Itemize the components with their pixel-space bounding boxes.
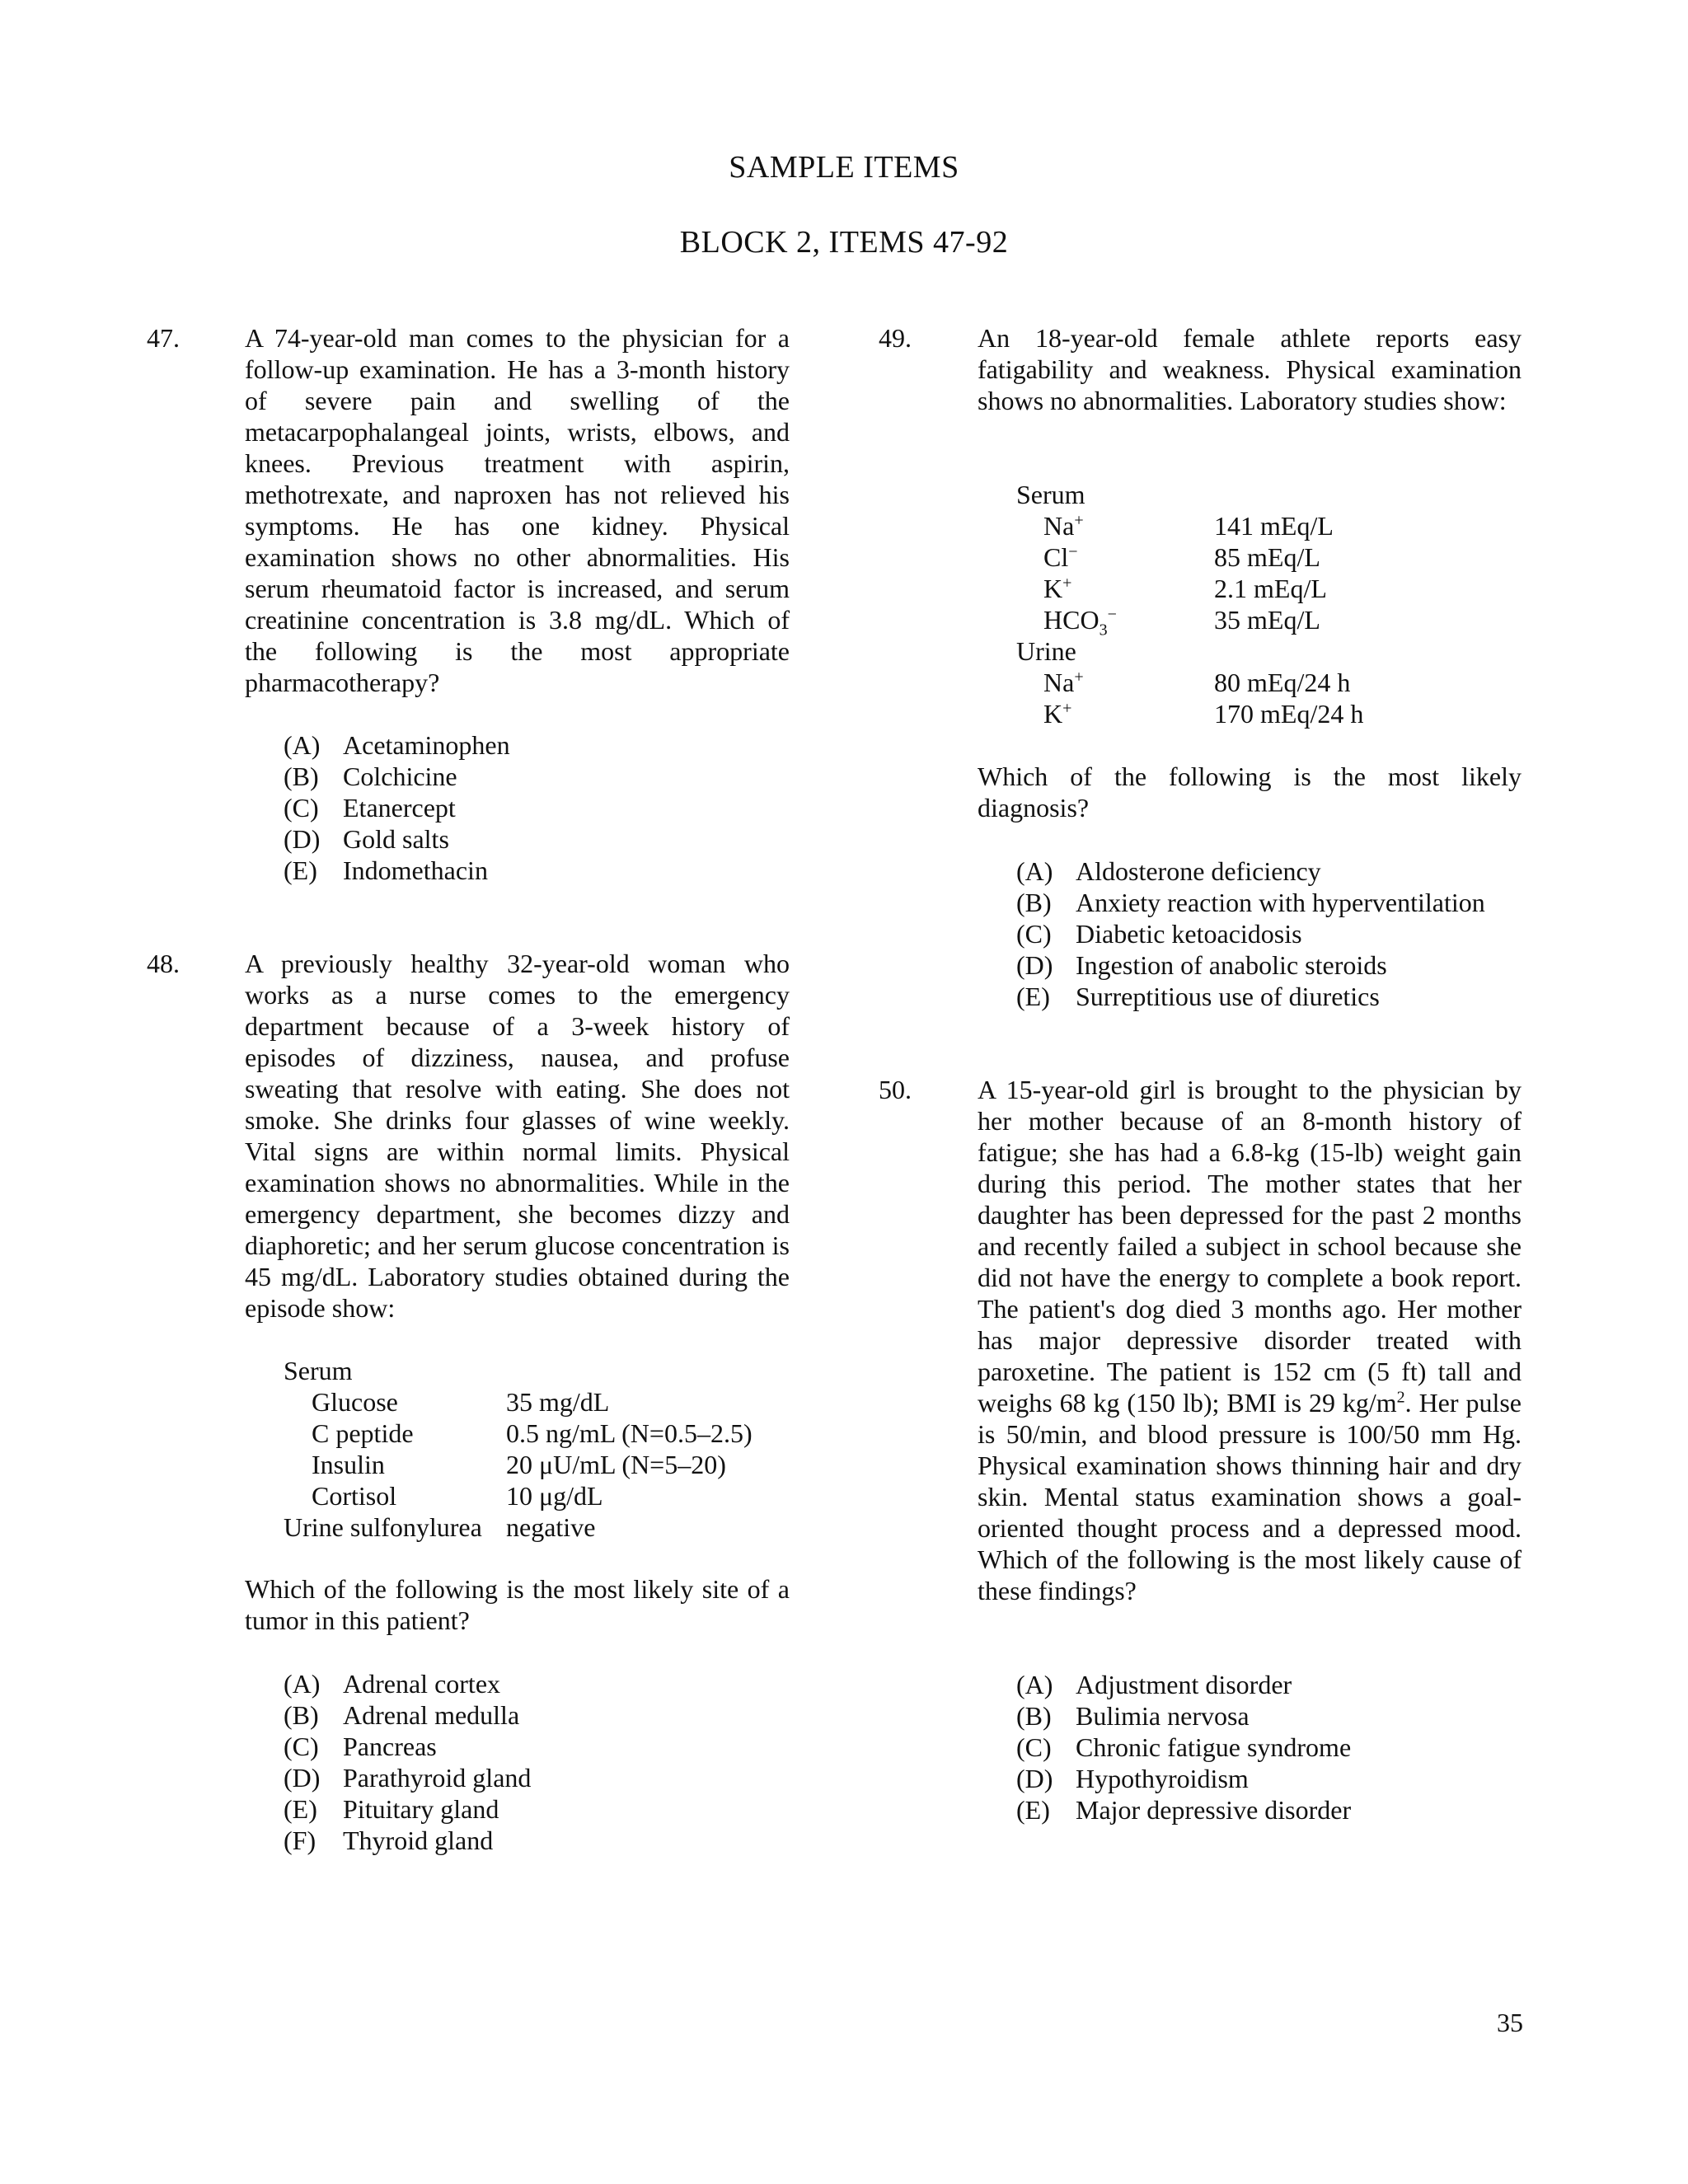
answer-option[interactable] (284, 1825, 531, 1856)
option-label: (B) (1016, 888, 1052, 917)
lab-name: Cl− (1043, 542, 1078, 572)
answer-option[interactable] (1016, 1794, 1351, 1825)
lab-value: 10 μg/dL (506, 1481, 603, 1511)
option-label: (C) (284, 793, 319, 823)
answer-option[interactable] (1016, 949, 1485, 981)
option-label: (E) (284, 855, 317, 885)
question-number: 50. (879, 1075, 912, 1104)
lab-name: Glucose (312, 1387, 398, 1417)
option-label: (B) (1016, 1701, 1052, 1731)
lab-name: K+ (1043, 699, 1072, 729)
answer-option[interactable] (1016, 1732, 1351, 1763)
option-label: (D) (1016, 950, 1053, 980)
answer-option[interactable] (1016, 855, 1485, 887)
option-text: Parathyroid gland (343, 1763, 532, 1793)
option-text: Adjustment disorder (1076, 1670, 1292, 1699)
option-text: Etanercept (343, 793, 456, 823)
option-label: (D) (284, 1763, 321, 1793)
lab-value: 20 μU/mL (N=5–20) (506, 1450, 726, 1479)
option-text: Pancreas (343, 1732, 437, 1761)
answer-option[interactable] (1016, 1763, 1351, 1794)
page-number: 35 (1497, 2008, 1523, 2037)
option-label: (B) (284, 1700, 319, 1730)
lab-results-table (1016, 479, 1428, 729)
option-label: (C) (1016, 919, 1052, 949)
option-label: (F) (284, 1825, 316, 1855)
lab-row (284, 1480, 778, 1511)
question-stem: An 18-year-old female athlete reports easy fatigability and weakness. Physical examination shows no abnormalities. Laboratory studies show: (978, 323, 1522, 415)
lab-row (1016, 667, 1428, 698)
lab-value: 141 mEq/L (1214, 511, 1334, 541)
option-text: Surreptitious use of diuretics (1076, 982, 1380, 1011)
answer-option[interactable] (284, 1699, 531, 1731)
lab-name: C peptide (312, 1418, 414, 1448)
option-label: (A) (284, 730, 321, 760)
option-label: (A) (284, 1669, 321, 1699)
question-number: 49. (879, 323, 912, 353)
lab-name: $HCO_3^-$ (1043, 605, 1117, 640)
lab-row (1016, 573, 1428, 604)
lab-row (1016, 541, 1428, 573)
answer-options (1016, 855, 1485, 1012)
option-label: (E) (284, 1794, 317, 1824)
option-text: Indomethacin (343, 855, 488, 885)
answer-option[interactable] (284, 1762, 531, 1793)
option-text: Anxiety reaction with hyperventilation (1076, 888, 1485, 917)
option-label: (B) (284, 762, 319, 791)
option-label: (E) (1016, 982, 1050, 1011)
answer-options (1016, 1669, 1351, 1825)
option-text: Thyroid gland (343, 1825, 494, 1855)
lab-row (1016, 510, 1428, 541)
lab-results-table (284, 1355, 778, 1543)
question-number: 47. (147, 323, 180, 353)
lab-value: negative (506, 1512, 596, 1542)
option-label: (D) (284, 824, 321, 854)
lab-section-heading: Urine (1016, 636, 1076, 666)
answer-option[interactable] (284, 823, 510, 855)
question-stem: A previously healthy 32-year-old woman who works as a nurse comes to the emergency department because of a 3-week history of episodes of dizziness, nausea, and profuse sweating that resolve with eating. She does not smoke. She drinks four glasses of wine weekly. Vital signs are within normal limits. Physical examination shows no abnormalities. While in the emergency department, she becomes dizzy and diaphoretic; and her serum glucose concentration is 45 mg/dL. Laboratory studies obtained during the episode show: (245, 949, 790, 1323)
question-number: 48. (147, 949, 180, 978)
question-stem: A 74-year-old man comes to the physician for a follow-up examination. He has a 3-month history of severe pain and swelling of the metacarpophalangeal joints, wrists, elbows, and knees. Previous treatment with aspirin, methotrexate, and naproxen has not relieved his symptoms. He has one kidney. Physical examination shows no other abnormalities. His serum rheumatoid factor is increased, and serum creatinine concentration is 3.8 mg/dL. Which of the following is the most appropriate pharmacotherapy? (245, 323, 790, 697)
option-text: Adrenal cortex (343, 1669, 501, 1699)
answer-option[interactable] (284, 1793, 531, 1825)
option-text: Pituitary gland (343, 1794, 499, 1824)
option-label: (C) (1016, 1732, 1052, 1762)
lab-name: Insulin (312, 1450, 385, 1479)
option-text: Chronic fatigue syndrome (1076, 1732, 1352, 1762)
lab-name: Na+ (1043, 668, 1084, 697)
option-text: Diabetic ketoacidosis (1076, 919, 1302, 949)
answer-option[interactable] (1016, 1669, 1351, 1700)
answer-options (284, 1668, 531, 1856)
option-label: (E) (1016, 1795, 1050, 1825)
lab-value: 35 mg/dL (506, 1387, 610, 1417)
answer-option[interactable] (284, 792, 510, 823)
option-text: Adrenal medulla (343, 1700, 520, 1730)
page-title: SAMPLE ITEMS (729, 150, 959, 185)
lab-section-heading: Serum (1016, 480, 1085, 509)
lab-name: K+ (1043, 574, 1072, 603)
option-label: (D) (1016, 1764, 1053, 1793)
lab-section-heading: Serum (284, 1356, 353, 1385)
lab-row (284, 1418, 778, 1449)
answer-option[interactable] (1016, 1700, 1351, 1732)
option-text: Gold salts (343, 824, 449, 854)
answer-option[interactable] (284, 1731, 531, 1762)
option-text: Major depressive disorder (1076, 1795, 1352, 1825)
option-text: Acetaminophen (343, 730, 510, 760)
answer-option[interactable] (1016, 918, 1485, 949)
lab-name: Na+ (1043, 511, 1084, 541)
answer-option[interactable] (284, 1668, 531, 1699)
lab-name: Cortisol (312, 1481, 397, 1511)
lab-value: 35 mEq/L (1214, 605, 1320, 635)
option-text: Colchicine (343, 762, 457, 791)
option-text: Ingestion of anabolic steroids (1076, 950, 1387, 980)
lab-value: 170 mEq/24 h (1214, 699, 1364, 729)
lab-row (1016, 604, 1428, 640)
lab-row (1016, 698, 1428, 729)
option-text: Aldosterone deficiency (1076, 856, 1321, 886)
lab-row (284, 1449, 778, 1480)
answer-option[interactable] (284, 761, 510, 792)
lab-value: 2.1 mEq/L (1214, 574, 1327, 603)
option-text: Hypothyroidism (1076, 1764, 1249, 1793)
lab-row (284, 1386, 778, 1418)
answer-option[interactable] (284, 729, 510, 761)
option-label: (A) (1016, 856, 1053, 886)
option-label: (C) (284, 1732, 319, 1761)
question-prompt: Which of the following is the most likely diagnosis? (978, 762, 1522, 823)
question-prompt: Which of the following is the most likely site of a tumor in this patient? (245, 1574, 790, 1635)
lab-value: 80 mEq/24 h (1214, 668, 1351, 697)
option-text: Bulimia nervosa (1076, 1701, 1250, 1731)
lab-value: 85 mEq/L (1214, 542, 1320, 572)
answer-option[interactable] (1016, 887, 1485, 918)
answer-option[interactable] (1016, 981, 1485, 1012)
lab-row (284, 1511, 778, 1543)
option-label: (A) (1016, 1670, 1053, 1699)
lab-value: 0.5 ng/mL (N=0.5–2.5) (506, 1418, 753, 1448)
lab-name: Urine sulfonylurea (284, 1512, 482, 1542)
answer-option[interactable] (284, 855, 510, 886)
question-stem: A 15-year-old girl is brought to the physician by her mother because of an 8-month history of fatigue; she has had a 6.8-kg (15-lb) weight gain during this period. The mother states that her daughter has been depressed for the past 2 months and recently failed a subject in school because she did not have the energy to complete a book report. The patient's dog died 3 months ago. Her mother has major depressive disorder treated with paroxetine. The patient is 152 cm (5 ft) tall and weighs 68 kg (150 lb); BMI is 29 $kg/m^2$. Her pulse is 50/min, and blood pressure is 100/50 mm Hg. Physical examination shows thinning hair and dry skin. Mental status examination shows a goal-oriented thought process and a depressed mood. Which of the following is the most likely cause of these findings? (978, 1075, 1522, 1605)
answer-options (284, 729, 510, 886)
page-subtitle: BLOCK 2, ITEMS 47-92 (679, 225, 1009, 260)
